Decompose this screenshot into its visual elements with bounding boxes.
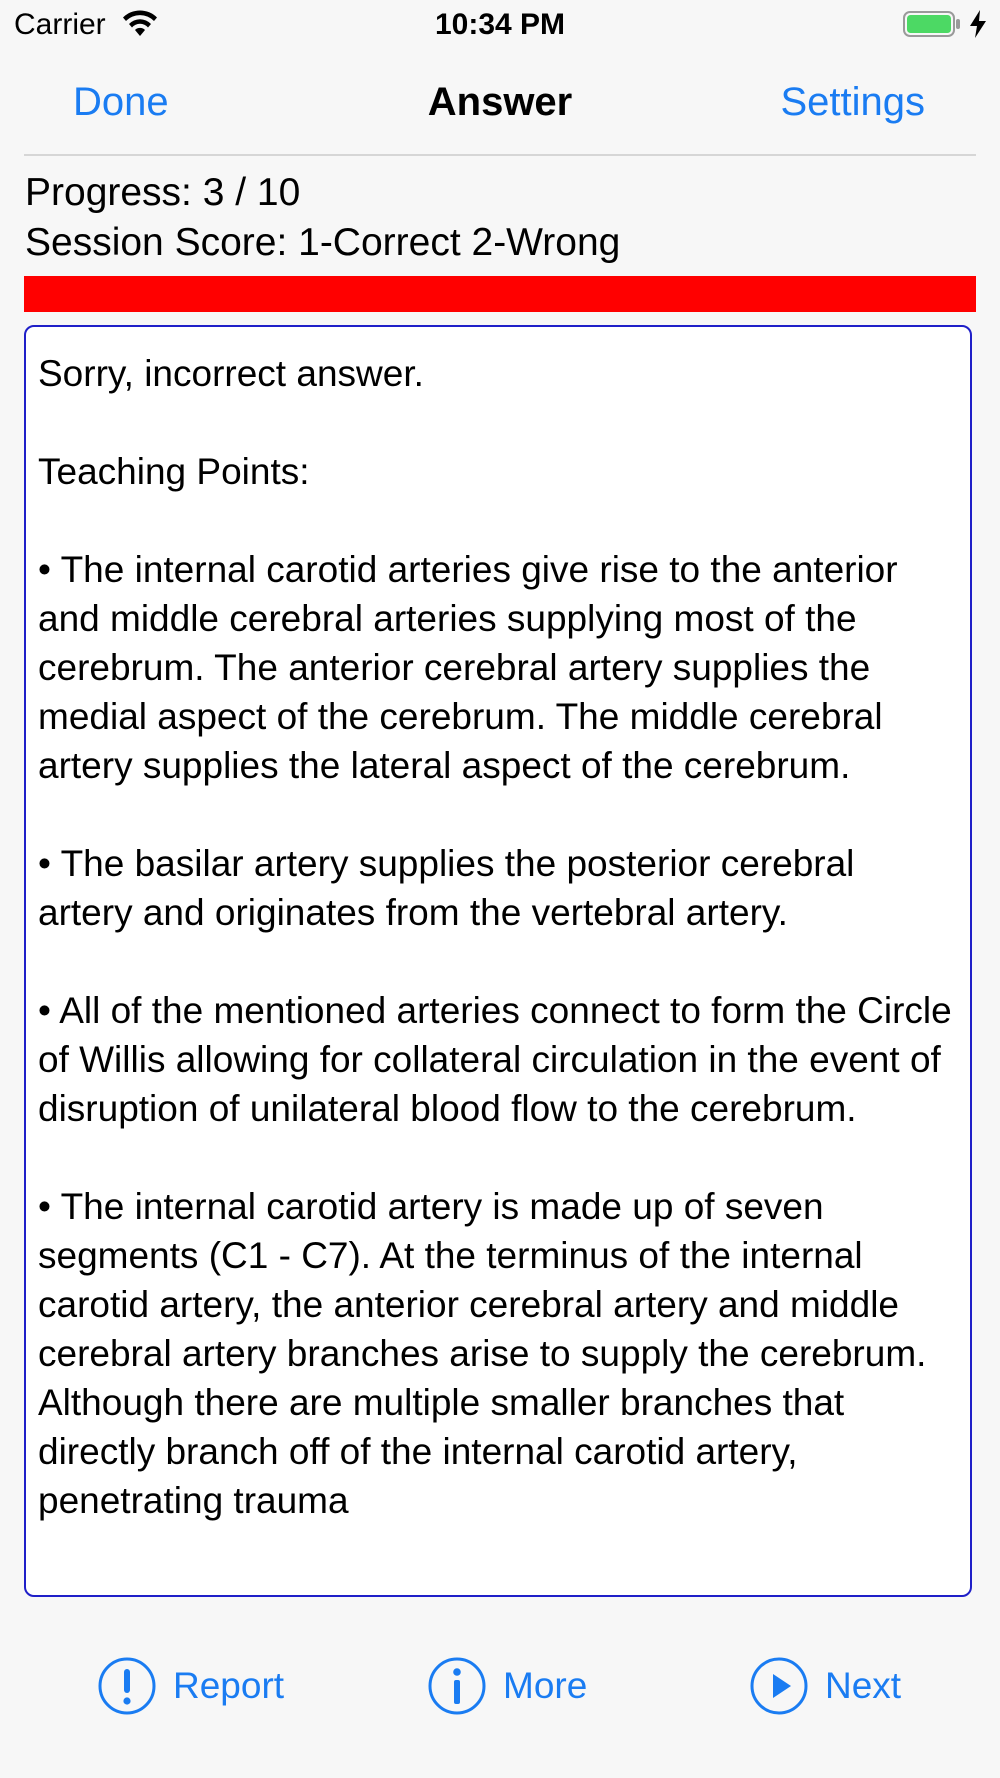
report-button[interactable] — [97, 1654, 284, 1718]
settings-button[interactable]: Settings — [780, 80, 925, 124]
session-score-label: Session Score: 1-Correct 2-Wrong — [25, 221, 621, 264]
report-label: Report — [173, 1665, 285, 1706]
page-title: Answer — [427, 80, 573, 124]
status-bar — [0, 0, 1000, 50]
exclamation-circle-icon — [97, 1656, 157, 1716]
answer-text-view[interactable] — [24, 325, 972, 1597]
more-label: More — [503, 1665, 588, 1706]
battery-icon — [903, 11, 961, 37]
bottom-toolbar — [0, 1620, 1000, 1750]
carrier-label: Carrier — [14, 8, 106, 41]
next-button[interactable] — [749, 1654, 901, 1718]
nav-divider — [24, 154, 976, 156]
charging-bolt-icon — [967, 9, 989, 39]
result-indicator-bar — [24, 276, 976, 312]
play-circle-icon — [749, 1656, 809, 1716]
next-label: Next — [825, 1665, 902, 1706]
done-button[interactable]: Done — [73, 80, 169, 124]
status-time: 10:34 PM — [434, 8, 566, 41]
progress-label: Progress: 3 / 10 — [25, 171, 301, 214]
answer-text: Sorry, incorrect answer. Teaching Points: • The internal carotid arteries give rise to the anterior and middle cerebral arteries supplying most of the cerebrum. The anterior cerebral artery supplies the medial aspect of the cerebrum. The middle cerebral artery supplies the lateral aspect of the cerebrum. • The basilar artery supplies the posterior cerebral artery and originates from the vertebral artery. • All of the mentioned arteries connect to form the Circle of Willis allowing for collateral circulation in the event of disruption of unilateral blood flow to the cerebrum. • The internal carotid artery is made up of seven segments (C1 - C7). At the terminus of the internal carotid artery, the anterior cerebral artery and middle cerebral artery branches arise to supply the cerebrum. Although there are multiple smaller branches that directly branch off of the internal carotid artery, penetrating trauma — [38, 353, 952, 1521]
info-circle-icon — [427, 1656, 487, 1716]
navigation-bar — [0, 50, 1000, 154]
more-button[interactable] — [427, 1654, 587, 1718]
